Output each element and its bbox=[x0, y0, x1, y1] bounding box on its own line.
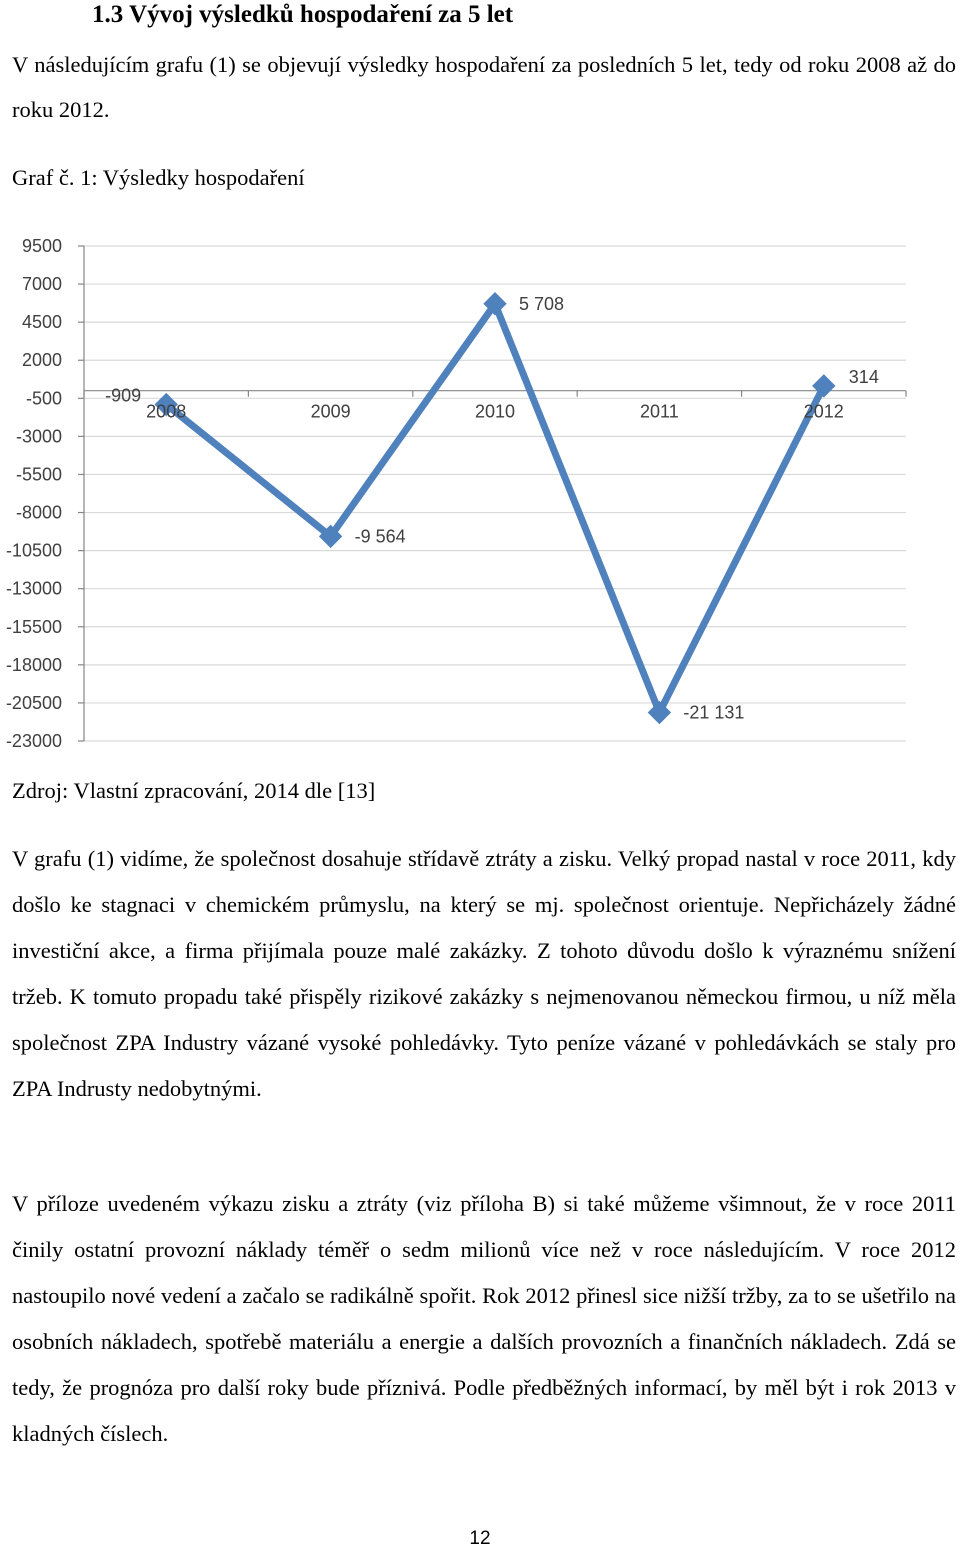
chart-series bbox=[155, 293, 835, 724]
y-tick-label: -13000 bbox=[5, 578, 62, 599]
y-tick-label: -500 bbox=[25, 388, 62, 409]
paragraph-2: V příloze uvedeném výkazu zisku a ztráty (viz příloha B) si také můžeme všimnout, že v roce 2011 činily ostatní provozní náklady téměř o sedm milionů více než v roce následujícím. V roce 2012 nastoupilo nové vedení a začalo se radikálně spořit. Rok 2012 přinesl sice nižší tržby, za to se ušetřilo na osobních nákladech, spotřebě materiálu a energie a dalších provozních a finančních nákladech. Zdá se tedy, že prognóza pro další roky bude příznivá. Podle předběžných informací, by měl být i rok 2013 v kladných číslech. bbox=[12, 1191, 956, 1446]
y-tick-label: -15500 bbox=[5, 616, 62, 637]
y-tick-label: 2000 bbox=[21, 350, 62, 371]
chart-axes bbox=[78, 246, 906, 741]
x-tick-label: 2012 bbox=[803, 401, 844, 422]
x-tick-label: 2008 bbox=[146, 401, 187, 422]
x-tick-label: 2010 bbox=[474, 401, 516, 422]
intro-paragraph: V následujícím grafu (1) se objevují výsledky hospodaření za posledních 5 let, tedy od roku 2008 až do roku 2012. bbox=[12, 52, 956, 122]
y-tick-label: 7000 bbox=[21, 274, 62, 295]
data-label: 314 bbox=[848, 366, 879, 387]
chart-source: Zdroj: Vlastní zpracování, 2014 dle [13] bbox=[12, 778, 376, 803]
y-tick-label: -23000 bbox=[5, 731, 62, 751]
y-tick-label: -10500 bbox=[5, 540, 62, 561]
y-tick-label: 4500 bbox=[21, 312, 62, 333]
chart-gridlines bbox=[84, 246, 906, 741]
data-label: -909 bbox=[105, 385, 142, 406]
y-axis-ticks bbox=[6, 236, 62, 751]
series-line bbox=[166, 304, 824, 713]
x-axis-ticks bbox=[146, 402, 844, 422]
y-tick-label: -8000 bbox=[15, 502, 62, 523]
data-label: 5 708 bbox=[519, 293, 565, 314]
page-number: 12 bbox=[469, 1528, 491, 1549]
data-label: -9 564 bbox=[354, 526, 406, 547]
y-tick-label: -18000 bbox=[5, 654, 62, 675]
chart-caption: Graf č. 1: Výsledky hospodaření bbox=[12, 165, 305, 190]
x-tick-label: 2011 bbox=[640, 401, 679, 422]
y-tick-label: -5500 bbox=[15, 464, 62, 485]
results-line-chart bbox=[0, 225, 960, 765]
y-tick-label: -3000 bbox=[15, 426, 62, 447]
data-label: -21 131 bbox=[683, 702, 745, 723]
y-tick-label: 9500 bbox=[21, 236, 62, 256]
paragraph-1: V grafu (1) vidíme, že společnost dosahuje střídavě ztráty a zisku. Velký propad nastal v roce 2011, kdy došlo ke stagnaci v chemickém průmyslu, na který se mj. společnost orientuje. Nepřicházely žádné investiční akce, a firma přijímala pouze malé zakázky. Z tohoto důvodu došlo k výraznému snížení tržeb. K tomuto propadu také přispěly rizikové zakázky s nejmenovanou německou firmou, u níž měla společnost ZPA Industry vázané vysoké pohledávky. Tyto peníze vázané v pohledávkách se staly pro ZPA Indrusty nedobytnými. bbox=[12, 846, 956, 1101]
x-tick-label: 2009 bbox=[310, 401, 351, 422]
y-tick-label: -20500 bbox=[5, 692, 62, 713]
section-heading: 1.3 Vývoj výsledků hospodaření za 5 let bbox=[92, 1, 514, 28]
